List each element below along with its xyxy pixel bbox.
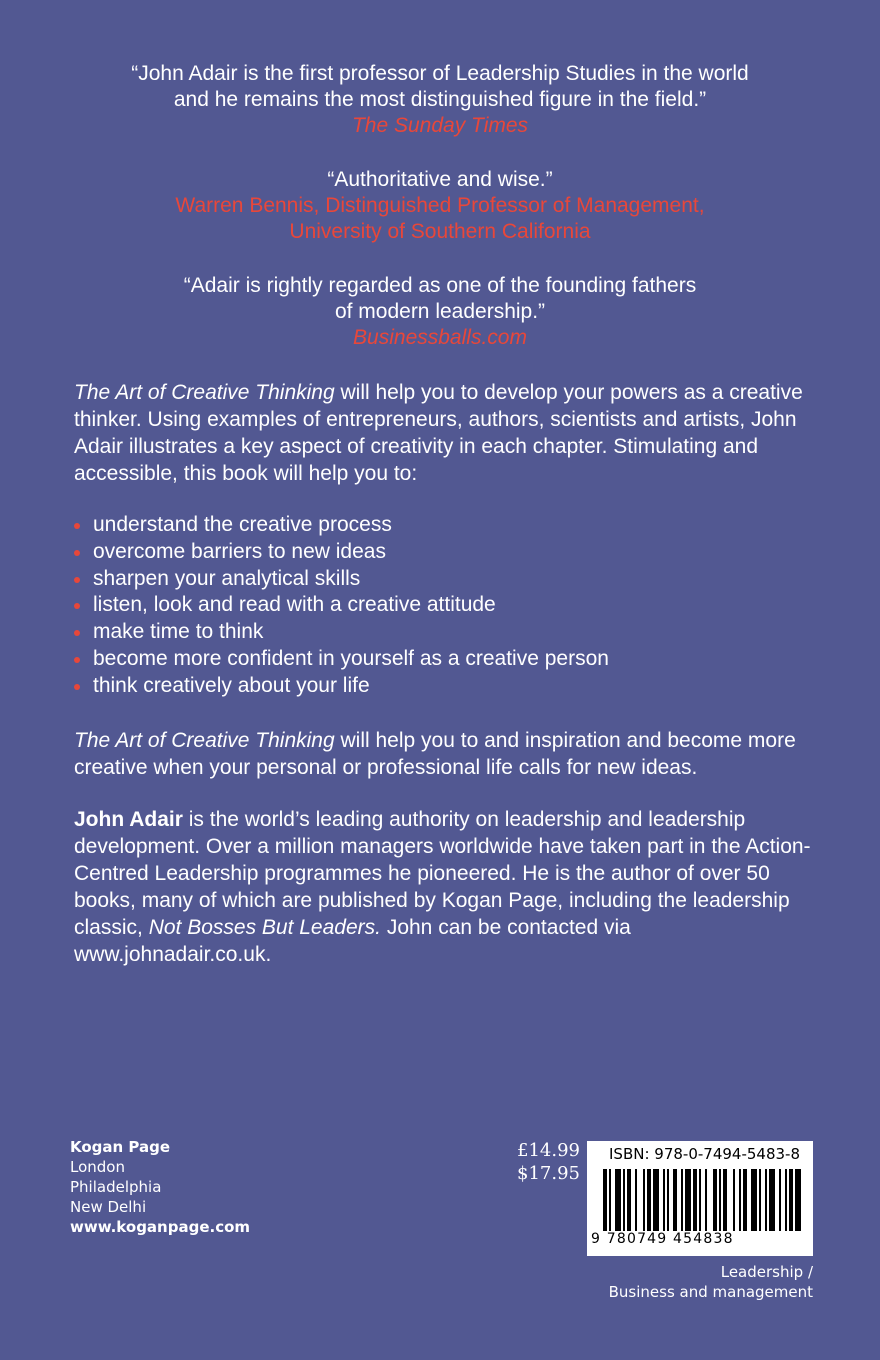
- intro-text: will help you to develop your powers as a creative thinker. Using examples of entrepreneurs, authors, scientists and artists, John Adair illustrates a key aspect of creativity in each chapter. Stimulating and accessible, this book will help you to:: [74, 381, 803, 485]
- book-title: The Art of Creative Thinking: [74, 381, 335, 404]
- barcode-bar: [699, 1169, 701, 1231]
- barcode-bar: [759, 1169, 761, 1231]
- list-item: sharpen your analytical skills: [74, 566, 609, 593]
- barcode-bar: [693, 1169, 697, 1231]
- isbn-label: ISBN: 978-0-7494-5483-8: [609, 1145, 800, 1163]
- barcode-bar: [751, 1169, 757, 1231]
- barcode-bar: [627, 1169, 631, 1231]
- barcode-bar: [733, 1169, 735, 1231]
- quote-line: “John Adair is the first professor of Leadership Studies in the world: [131, 62, 749, 85]
- barcode-bar: [705, 1169, 707, 1231]
- barcode-bar: [739, 1169, 741, 1231]
- publisher-info: [70, 1137, 250, 1237]
- quote-line: “Authoritative and wise.”: [327, 168, 553, 191]
- publisher-city: New Delhi: [70, 1198, 147, 1216]
- barcode-bar: [667, 1169, 669, 1231]
- barcode-bar: [785, 1169, 787, 1231]
- barcode-bar: [653, 1169, 659, 1231]
- barcode-bar: [769, 1169, 775, 1231]
- barcode-bar: [743, 1169, 747, 1231]
- barcode-bar: [765, 1169, 767, 1231]
- quote-1: [0, 61, 880, 139]
- bullet-icon: [74, 684, 80, 690]
- barcode-bar: [623, 1169, 625, 1231]
- barcode-panel: [587, 1141, 813, 1256]
- quote-3: [0, 273, 880, 351]
- barcode-bar: [609, 1169, 611, 1231]
- publisher-city: Philadelphia: [70, 1178, 162, 1196]
- publisher-name: Kogan Page: [70, 1138, 171, 1156]
- list-item: think creatively about your life: [74, 673, 609, 700]
- author-name: John Adair: [74, 808, 183, 831]
- quote-line: and he remains the most distinguished figure in the field.”: [173, 88, 707, 111]
- bullet-icon: [74, 577, 80, 583]
- price-gbp: £14.99: [517, 1140, 580, 1161]
- bullet-icon: [74, 550, 80, 556]
- list-item: become more confident in yourself as a creative person: [74, 646, 609, 673]
- intro-paragraph: [74, 379, 814, 487]
- barcode-digits: 9 780749 454838: [591, 1231, 734, 1247]
- quote-attribution: University of Southern California: [289, 220, 591, 243]
- barcode-bar: [615, 1169, 621, 1231]
- barcode-bar: [635, 1169, 637, 1231]
- list-item: understand the creative process: [74, 512, 609, 539]
- list-item: overcome barriers to new ideas: [74, 539, 609, 566]
- barcode-image: [603, 1169, 803, 1231]
- barcode-bar: [603, 1169, 607, 1231]
- publisher-city: London: [70, 1158, 125, 1176]
- category-line: Leadership /: [720, 1263, 813, 1281]
- barcode-bar: [681, 1169, 683, 1231]
- barcode-bar: [779, 1169, 781, 1231]
- book-title: The Art of Creative Thinking: [74, 729, 335, 752]
- publisher-website: www.koganpage.com: [70, 1218, 251, 1236]
- quote-2: [0, 167, 880, 245]
- quote-attribution: The Sunday Times: [351, 114, 529, 137]
- prices: [516, 1139, 580, 1185]
- barcode-bar: [789, 1169, 793, 1231]
- barcode-bar: [643, 1169, 645, 1231]
- barcode-bar: [795, 1169, 801, 1231]
- barcode-bar: [663, 1169, 665, 1231]
- price-usd: $17.95: [517, 1163, 580, 1184]
- quote-line: “Adair is rightly regarded as one of the founding fathers: [183, 274, 697, 297]
- quote-attribution: Warren Bennis, Distinguished Professor of Management,: [175, 194, 705, 217]
- outro-paragraph: [74, 727, 814, 781]
- bullet-icon: [74, 630, 80, 636]
- barcode-bar: [647, 1169, 651, 1231]
- list-item: listen, look and read with a creative attitude: [74, 592, 609, 619]
- bullet-icon: [74, 657, 80, 663]
- category-line: Business and management: [608, 1283, 813, 1301]
- barcode-bar: [685, 1169, 691, 1231]
- quote-attribution: Businessballs.com: [353, 326, 527, 349]
- barcode-bar: [723, 1169, 727, 1231]
- barcode-bar: [719, 1169, 721, 1231]
- bullet-icon: [74, 523, 80, 529]
- outro-text: will help you to and inspiration and become more creative when your personal or professional life calls for new ideas.: [74, 729, 796, 779]
- benefit-list: [74, 512, 609, 700]
- barcode-bar: [673, 1169, 677, 1231]
- category: [609, 1262, 813, 1302]
- list-item: make time to think: [74, 619, 609, 646]
- bullet-icon: [74, 603, 80, 609]
- author-bio: John Adair is the world’s leading authority on leadership and leadership development. Over a million managers worldwide have taken part in the Action-Centred Leadership programmes he pioneered. He is the author of over 50 books, many of which are published by Kogan Page, including the leadership classic, Not Bosses But Leaders. John can be contacted via www.johnadair.co.uk.: [74, 808, 811, 966]
- barcode-bar: [713, 1169, 717, 1231]
- book-reference: Not Bosses But Leaders.: [148, 916, 381, 939]
- quote-line: of modern leadership.”: [334, 300, 546, 323]
